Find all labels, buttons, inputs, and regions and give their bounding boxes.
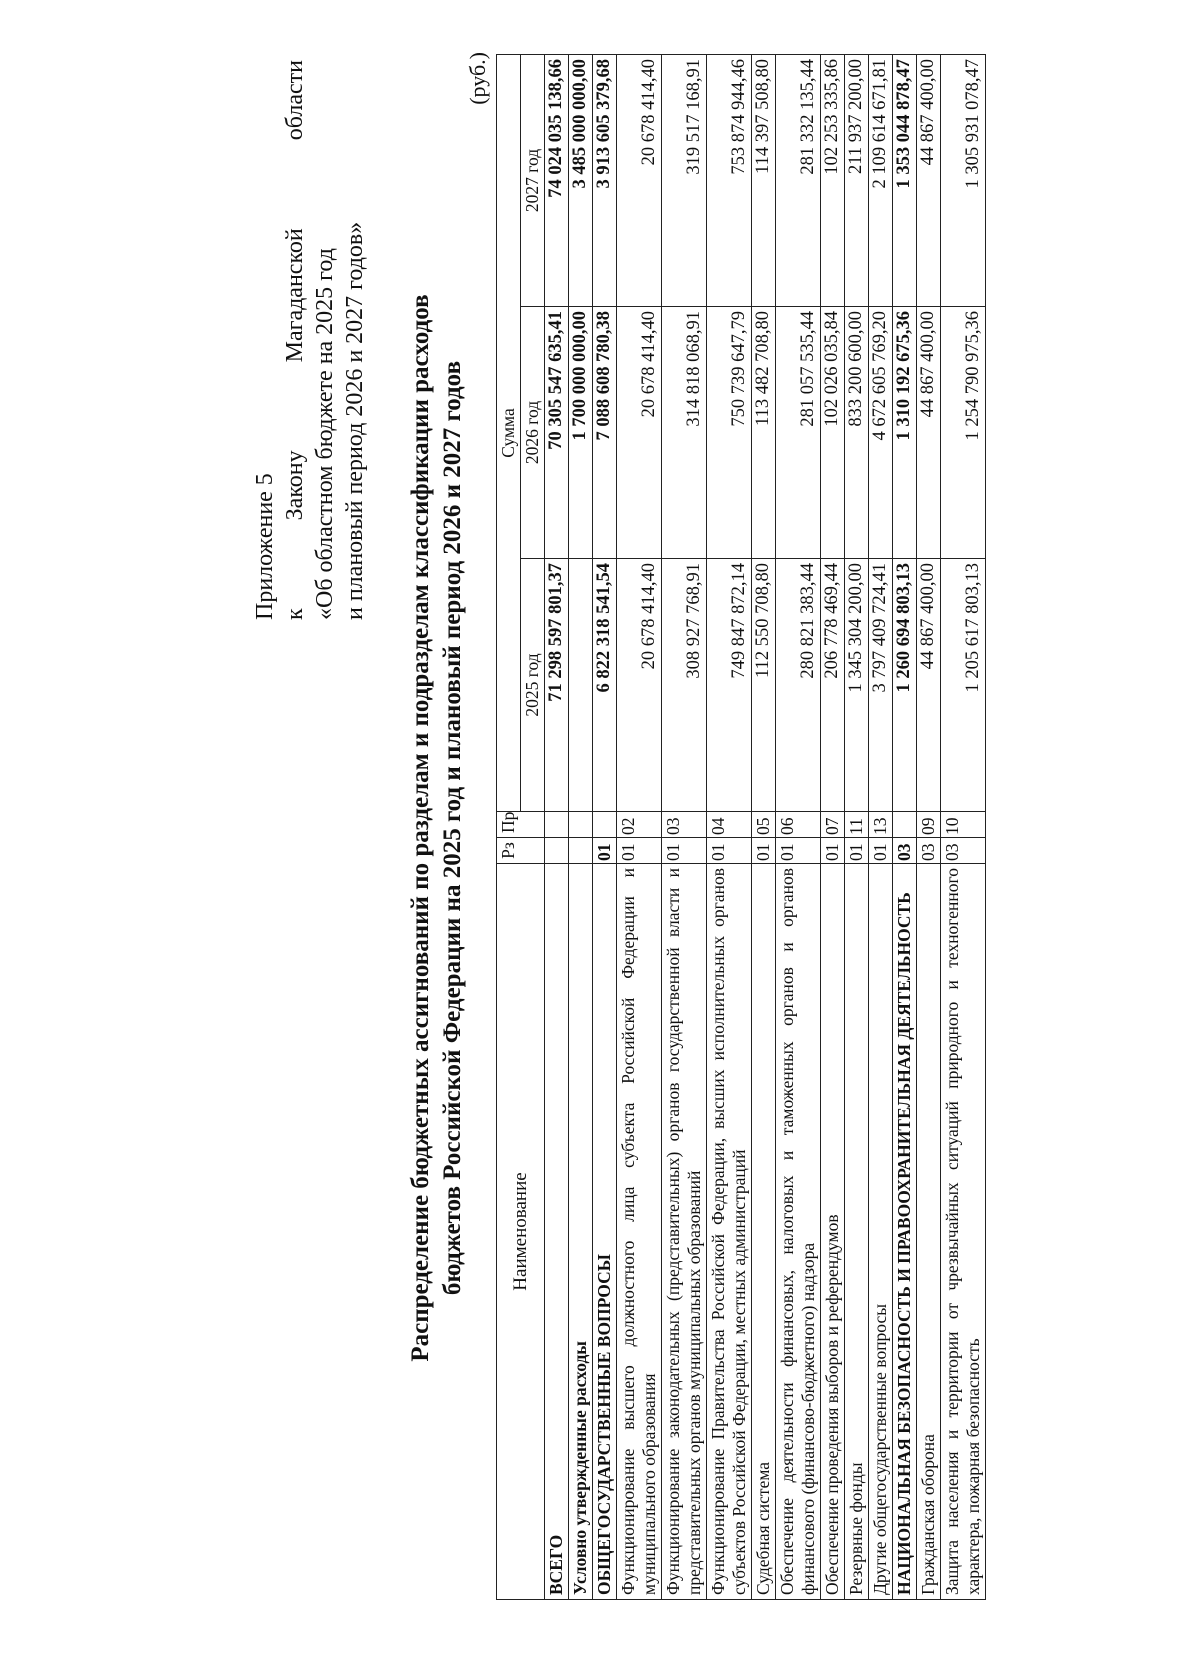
table-row xyxy=(707,54,752,1599)
row-value-2027: 74 024 035 138,66 xyxy=(545,54,569,306)
row-value-2026: 314 818 068,91 xyxy=(662,307,707,559)
table-row xyxy=(662,54,707,1599)
row-pr: 06 xyxy=(776,812,821,838)
appendix-number: Приложение 5 xyxy=(252,473,278,620)
row-rz: 01 xyxy=(845,838,869,864)
appendix-law-title: «Об областном бюджете на 2025 год xyxy=(312,248,338,620)
row-name: Другие общегосударственные вопросы xyxy=(869,864,893,1600)
header-2026: 2026 год xyxy=(521,307,545,559)
appendix-word-region: Магаданской xyxy=(282,228,308,363)
row-value-2026: 1 310 192 675,36 xyxy=(893,307,917,559)
row-name: Функционирование Правительства Российской Федерации, высших исполнительных органов субъектов Российской Федерации, местных администраций xyxy=(707,864,752,1600)
row-value-2026: 102 026 035,84 xyxy=(821,307,845,559)
row-pr xyxy=(569,812,593,838)
table-row xyxy=(545,54,569,1599)
row-rz: 01 xyxy=(821,838,845,864)
table-row xyxy=(593,54,617,1599)
row-value-2025: 71 298 597 801,37 xyxy=(545,559,569,812)
row-value-2027: 1 353 044 878,47 xyxy=(893,54,917,306)
row-rz: 01 xyxy=(662,838,707,864)
row-pr: 09 xyxy=(917,812,941,838)
appendix-word-zakonu: Закону xyxy=(282,450,308,521)
row-rz: 01 xyxy=(593,838,617,864)
header-sum: Сумма xyxy=(497,54,521,811)
row-name: НАЦИОНАЛЬНАЯ БЕЗОПАСНОСТЬ И ПРАВООХРАНИТЕЛЬНАЯ ДЕЯТЕЛЬНОСТЬ xyxy=(893,864,917,1600)
row-name: Гражданская оборона xyxy=(917,864,941,1600)
row-pr: 04 xyxy=(707,812,752,838)
row-value-2025: 3 797 409 724,41 xyxy=(869,559,893,812)
row-name: Функционирование законодательных (представительных) органов государственной власти и представительных органов муниципальных образований xyxy=(662,864,707,1600)
row-value-2025 xyxy=(569,559,593,812)
header-pr: Пр xyxy=(497,812,545,838)
row-rz: 03 xyxy=(893,838,917,864)
row-rz xyxy=(545,838,569,864)
table-row xyxy=(941,54,986,1599)
row-rz xyxy=(569,838,593,864)
row-rz: 01 xyxy=(776,838,821,864)
row-value-2025: 1 205 617 803,13 xyxy=(941,559,986,812)
row-value-2025: 308 927 768,91 xyxy=(662,559,707,812)
row-rz: 01 xyxy=(707,838,752,864)
row-rz: 01 xyxy=(617,838,662,864)
row-rz: 03 xyxy=(941,838,986,864)
row-value-2027: 114 397 508,80 xyxy=(752,54,776,306)
appendix-law-line xyxy=(280,60,310,620)
header-2027: 2027 год xyxy=(521,54,545,306)
table-row xyxy=(776,54,821,1599)
unit-label: (руб.) xyxy=(465,52,490,105)
row-name: Функционирование высшего должностного лица субъекта Российской Федерации и муниципального образования xyxy=(617,864,662,1600)
row-pr: 10 xyxy=(941,812,986,838)
row-value-2027: 753 874 944,46 xyxy=(707,54,752,306)
table-row xyxy=(617,54,662,1599)
row-pr: 07 xyxy=(821,812,845,838)
row-value-2025: 1 345 304 200,00 xyxy=(845,559,869,812)
row-rz: 03 xyxy=(917,838,941,864)
row-name: Условно утвержденные расходы xyxy=(569,864,593,1600)
document-title xyxy=(405,36,469,1620)
row-value-2026: 113 482 708,80 xyxy=(752,307,776,559)
row-value-2025: 44 867 400,00 xyxy=(917,559,941,812)
appendix-law-period: и плановый период 2026 и 2027 годов» xyxy=(342,221,368,620)
row-value-2027: 3 485 000 000,00 xyxy=(569,54,593,306)
row-value-2026: 7 088 608 780,38 xyxy=(593,307,617,559)
table-row xyxy=(569,54,593,1599)
row-value-2027: 211 937 200,00 xyxy=(845,54,869,306)
row-rz: 01 xyxy=(869,838,893,864)
row-value-2025: 749 847 872,14 xyxy=(707,559,752,812)
row-value-2027: 102 253 335,86 xyxy=(821,54,845,306)
row-name: Судебная система xyxy=(752,864,776,1600)
row-pr: 05 xyxy=(752,812,776,838)
row-value-2026: 20 678 414,40 xyxy=(617,307,662,559)
row-value-2025: 20 678 414,40 xyxy=(617,559,662,812)
table-row xyxy=(752,54,776,1599)
row-value-2025: 112 550 708,80 xyxy=(752,559,776,812)
appendix-word-oblasti: области xyxy=(282,60,308,141)
row-rz: 01 xyxy=(752,838,776,864)
row-value-2027: 20 678 414,40 xyxy=(617,54,662,306)
row-value-2026: 1 254 790 975,36 xyxy=(941,307,986,559)
header-name: Наименование xyxy=(497,864,545,1600)
row-value-2025: 280 821 383,44 xyxy=(776,559,821,812)
row-name: Обеспечение деятельности финансовых, налоговых и таможенных органов и органов финансового (финансово-бюджетного) надзора xyxy=(776,864,821,1600)
table-row xyxy=(845,54,869,1599)
row-pr: 13 xyxy=(869,812,893,838)
row-value-2027: 2 109 614 671,81 xyxy=(869,54,893,306)
row-value-2025: 6 822 318 541,54 xyxy=(593,559,617,812)
header-2025: 2025 год xyxy=(521,559,545,812)
table-row xyxy=(821,54,845,1599)
header-rz: Рз xyxy=(497,838,545,864)
row-value-2027: 1 305 931 078,47 xyxy=(941,54,986,306)
row-value-2026: 70 305 547 635,41 xyxy=(545,307,569,559)
row-value-2026: 833 200 600,00 xyxy=(845,307,869,559)
rotated-page xyxy=(60,36,1200,1620)
row-value-2027: 319 517 168,91 xyxy=(662,54,707,306)
row-value-2025: 1 260 694 803,13 xyxy=(893,559,917,812)
row-value-2027: 281 332 135,44 xyxy=(776,54,821,306)
row-value-2026: 750 739 647,79 xyxy=(707,307,752,559)
budget-table xyxy=(496,54,986,1600)
row-value-2027: 3 913 605 379,68 xyxy=(593,54,617,306)
row-name: ВСЕГО xyxy=(545,864,569,1600)
table-row xyxy=(869,54,893,1599)
row-name: Резервные фонды xyxy=(845,864,869,1600)
title-line-1: Распределение бюджетных ассигнований по разделам и подразделам классификации расходов xyxy=(407,294,434,1362)
title-line-2: бюджетов Российской Федерации на 2025 год и плановый период 2026 и 2027 годов xyxy=(439,360,466,1296)
row-value-2026: 1 700 000 000,00 xyxy=(569,307,593,559)
row-value-2027: 44 867 400,00 xyxy=(917,54,941,306)
row-value-2026: 4 672 605 769,20 xyxy=(869,307,893,559)
row-name: Защита населения и территории от чрезвычайных ситуаций природного и техногенного характера, пожарная безопасность xyxy=(941,864,986,1600)
table-row xyxy=(917,54,941,1599)
row-pr: 03 xyxy=(662,812,707,838)
row-name: ОБЩЕГОСУДАРСТВЕННЫЕ ВОПРОСЫ xyxy=(593,864,617,1600)
row-pr xyxy=(545,812,569,838)
row-pr: 02 xyxy=(617,812,662,838)
table-row xyxy=(893,54,917,1599)
row-pr xyxy=(593,812,617,838)
row-name: Обеспечение проведения выборов и референдумов xyxy=(821,864,845,1600)
appendix-word-k: к xyxy=(282,608,308,620)
row-pr: 11 xyxy=(845,812,869,838)
row-value-2025: 206 778 469,44 xyxy=(821,559,845,812)
table-body xyxy=(545,54,986,1599)
row-pr xyxy=(893,812,917,838)
appendix-block xyxy=(250,60,370,620)
row-value-2026: 44 867 400,00 xyxy=(917,307,941,559)
row-value-2026: 281 057 535,44 xyxy=(776,307,821,559)
